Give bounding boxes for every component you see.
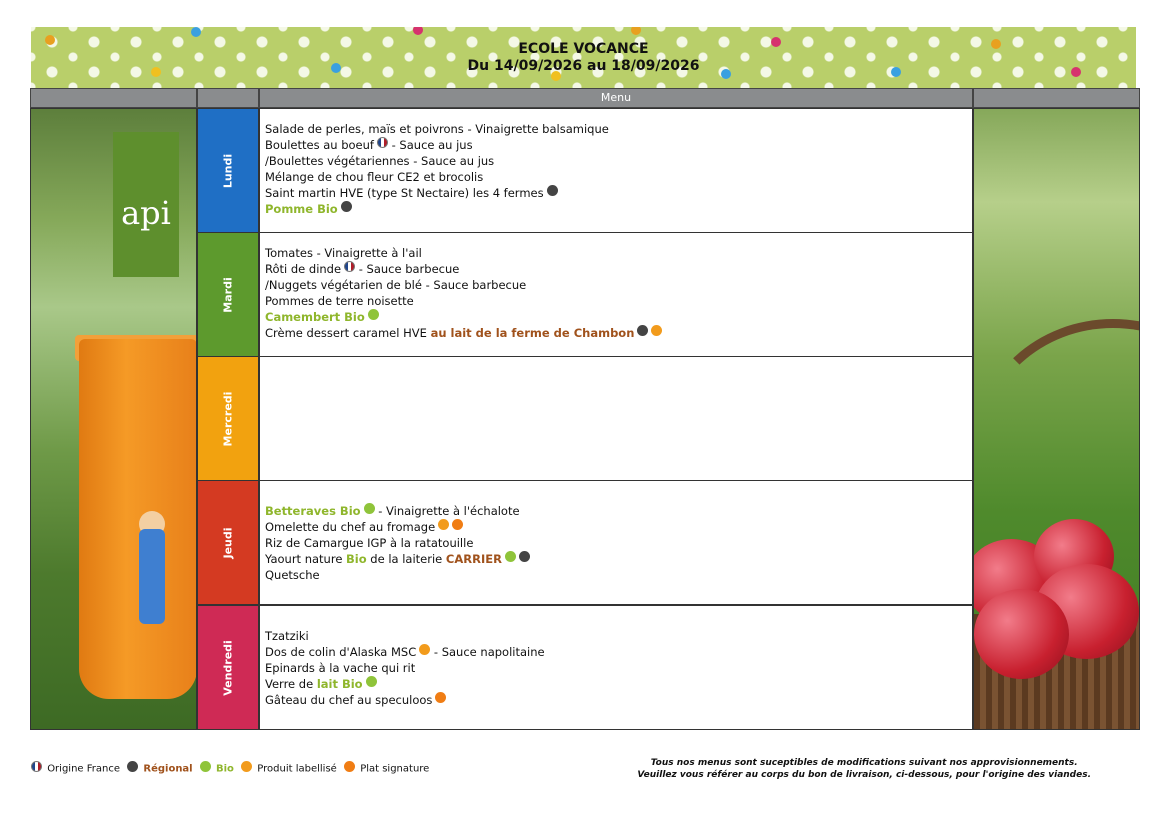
menu-cell-vendredi bbox=[259, 605, 973, 730]
label-icon bbox=[419, 644, 430, 655]
menu-item-text: Quetsche bbox=[265, 568, 320, 582]
regional-icon bbox=[127, 761, 138, 772]
menu-item bbox=[265, 201, 972, 217]
column-header-day bbox=[197, 88, 259, 108]
menu-item bbox=[265, 261, 972, 277]
legend-bio: Bio bbox=[215, 763, 234, 775]
menu-item bbox=[265, 245, 972, 261]
legend bbox=[31, 763, 429, 775]
menu-item-text: Dos de colin d'Alaska MSC bbox=[265, 645, 417, 659]
bio-icon bbox=[505, 551, 516, 562]
legend-label: Produit labellisé bbox=[257, 763, 337, 775]
menu-item-text: - Sauce barbecue bbox=[355, 262, 460, 276]
left-decorative-photo bbox=[30, 108, 197, 730]
day-tab-jeudi bbox=[197, 480, 259, 605]
menu-item-text: Pomme Bio bbox=[265, 202, 338, 216]
menu-item-text: Betteraves Bio bbox=[265, 504, 361, 518]
menu-item-text: - Sauce napolitaine bbox=[430, 645, 545, 659]
menu-item bbox=[265, 153, 972, 169]
menu-cell-jeudi bbox=[259, 480, 973, 605]
signature-icon bbox=[435, 692, 446, 703]
day-tab-mardi bbox=[197, 232, 259, 357]
regional-icon bbox=[519, 551, 530, 562]
right-decorative-photo bbox=[973, 108, 1140, 730]
menu-item-text: /Boulettes végétariennes - Sauce au jus bbox=[265, 154, 495, 168]
page-title: ECOLE VOCANCE bbox=[518, 41, 649, 57]
menu-item-text: Pommes de terre noisette bbox=[265, 294, 414, 308]
bio-icon bbox=[368, 309, 379, 320]
label-icon bbox=[651, 325, 662, 336]
regional-icon bbox=[547, 185, 558, 196]
menu-item-text: Rôti de dinde bbox=[265, 262, 342, 276]
menu-item bbox=[265, 519, 972, 535]
signature-icon bbox=[452, 519, 463, 530]
day-tab-lundi bbox=[197, 108, 259, 233]
column-header-right bbox=[973, 88, 1140, 108]
menu-item-text: Camembert Bio bbox=[265, 310, 365, 324]
france-flag-icon bbox=[344, 261, 355, 272]
bio-icon bbox=[200, 761, 211, 772]
menu-item bbox=[265, 535, 972, 551]
date-range: Du 14/09/2026 au 18/09/2026 bbox=[467, 58, 700, 74]
menu-item bbox=[265, 692, 972, 708]
rain-boot-illustration bbox=[79, 339, 197, 699]
legend-origin: Origine France bbox=[47, 763, 120, 775]
regional-icon bbox=[637, 325, 648, 336]
menu-item-text: Bio bbox=[346, 552, 367, 566]
menu-item-text: /Nuggets végétarien de blé - Sauce barbecue bbox=[265, 278, 527, 292]
menu-cell-mercredi bbox=[259, 356, 973, 481]
day-label: Lundi bbox=[221, 153, 235, 188]
child-figure bbox=[139, 529, 165, 624]
menu-item-text: Mélange de chou fleur CE2 et brocolis bbox=[265, 170, 484, 184]
menu-item bbox=[265, 137, 972, 153]
menu-item-text: - Vinaigrette à l'échalote bbox=[374, 504, 520, 518]
menu-item bbox=[265, 503, 972, 519]
header-banner bbox=[31, 27, 1136, 88]
menu-item bbox=[265, 277, 972, 293]
bio-icon bbox=[364, 503, 375, 514]
column-header-left bbox=[30, 88, 197, 108]
menu-item bbox=[265, 121, 972, 137]
menu-item-text: Verre de bbox=[265, 677, 317, 691]
menu-item bbox=[265, 551, 972, 567]
signature-icon bbox=[344, 761, 355, 772]
legend-signature: Plat signature bbox=[360, 763, 430, 775]
menu-item-text: Saint martin HVE (type St Nectaire) les 4 fermes bbox=[265, 186, 544, 200]
menu-item-text: - Sauce au jus bbox=[387, 138, 473, 152]
france-flag-icon bbox=[377, 137, 388, 148]
menu-item-text: au lait de la ferme de Chambon bbox=[430, 326, 635, 340]
day-tab-mercredi bbox=[197, 356, 259, 481]
menu-item bbox=[265, 169, 972, 185]
menu-item-text: CARRIER bbox=[445, 552, 502, 566]
france-flag-icon bbox=[31, 761, 42, 772]
menu-item-text: Salade de perles, maïs et poivrons - Vinaigrette balsamique bbox=[265, 122, 609, 136]
api-logo: api bbox=[113, 132, 179, 277]
label-icon bbox=[241, 761, 252, 772]
menu-item-text: Riz de Camargue IGP à la ratatouille bbox=[265, 536, 474, 550]
menu-item bbox=[265, 185, 972, 201]
day-tab-vendredi bbox=[197, 605, 259, 730]
menu-item-text: Boulettes au boeuf bbox=[265, 138, 374, 152]
menu-item bbox=[265, 628, 972, 644]
day-label: Jeudi bbox=[221, 526, 235, 559]
menu-item bbox=[265, 293, 972, 309]
legend-regional: Régional bbox=[143, 763, 193, 775]
day-label: Vendredi bbox=[221, 639, 235, 696]
menu-item-text: Omelette du chef au fromage bbox=[265, 520, 436, 534]
disclaimer-note: Tous nos menus sont suceptibles de modifications suivant nos approvisionnements. Veuillez vous référer au corps du bon de livraison, ci-dessous, pour l'origine des viandes. bbox=[637, 758, 1091, 780]
menu-item-text: de la laiterie bbox=[366, 552, 446, 566]
menu-item-text: Crème dessert caramel HVE bbox=[265, 326, 431, 340]
menu-item bbox=[265, 325, 972, 341]
label-icon bbox=[438, 519, 449, 530]
menu-item bbox=[265, 676, 972, 692]
column-header-menu: Menu bbox=[259, 88, 973, 108]
menu-item bbox=[265, 644, 972, 660]
day-label: Mardi bbox=[221, 276, 235, 313]
apple bbox=[974, 589, 1069, 679]
menu-item-text: Gâteau du chef au speculoos bbox=[265, 693, 433, 707]
regional-icon bbox=[341, 201, 352, 212]
menu-item-text: Yaourt nature bbox=[265, 552, 347, 566]
menu-cell-lundi bbox=[259, 108, 973, 233]
menu-item-text: lait Bio bbox=[316, 677, 363, 691]
menu-item bbox=[265, 309, 972, 325]
menu-item-text: Tomates - Vinaigrette à l'ail bbox=[265, 246, 422, 260]
menu-cell-mardi bbox=[259, 232, 973, 357]
menu-item bbox=[265, 660, 972, 676]
menu-item bbox=[265, 567, 972, 583]
menu-item-text: Epinards à la vache qui rit bbox=[265, 661, 416, 675]
menu-item-text: Tzatziki bbox=[265, 629, 309, 643]
day-label: Mercredi bbox=[221, 391, 235, 446]
bio-icon bbox=[366, 676, 377, 687]
